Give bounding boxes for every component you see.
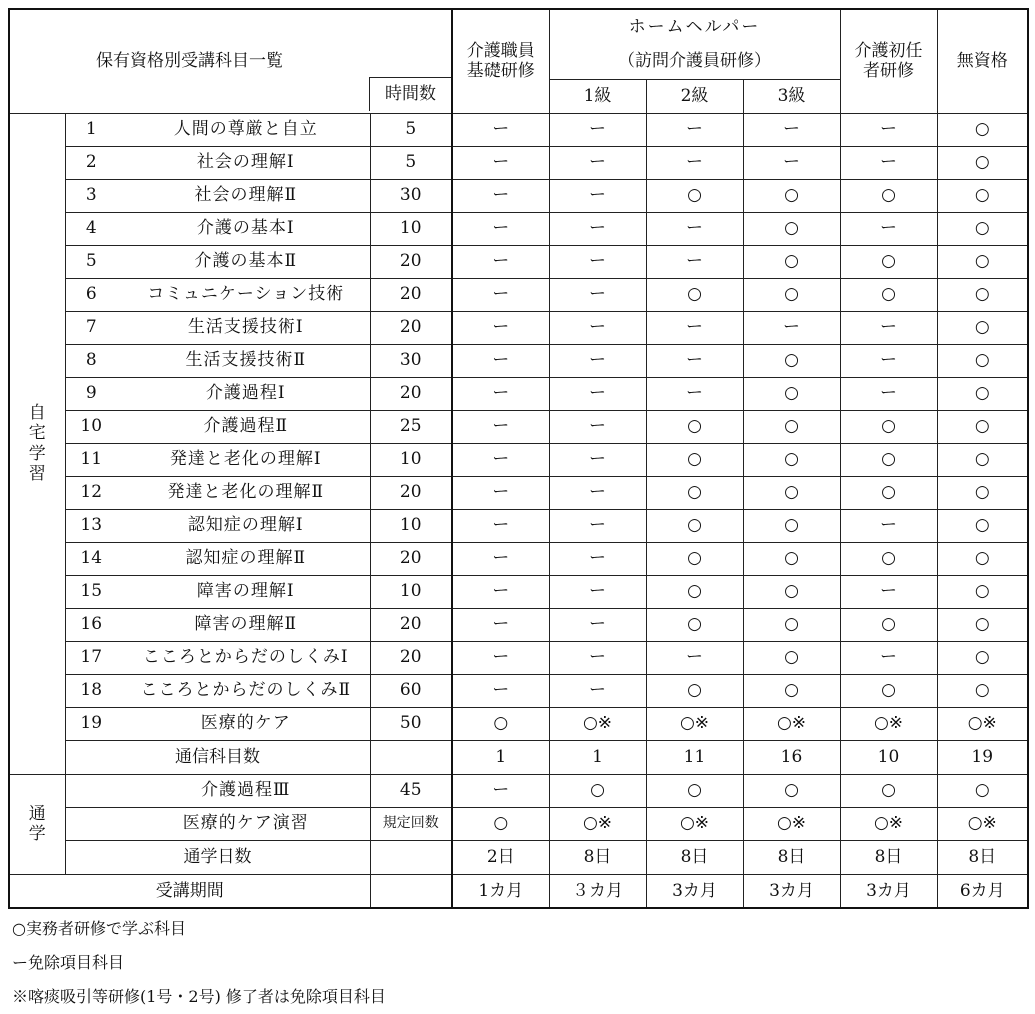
subject-mark: ○	[840, 410, 937, 443]
subject-mark: ー	[549, 146, 646, 179]
empty-cell	[370, 740, 452, 774]
subject-hours: 5	[370, 113, 452, 146]
subject-mark: ○※	[937, 707, 1028, 740]
subject-mark: ー	[452, 377, 549, 410]
subject-number: 16	[65, 608, 120, 641]
subject-name: 障害の理解Ⅱ	[120, 608, 370, 641]
period-value: 3カ月	[646, 874, 743, 908]
subject-mark: ○	[840, 443, 937, 476]
commute-subject-name: 介護過程Ⅲ	[120, 774, 370, 807]
subject-mark: ○	[646, 575, 743, 608]
commute-mark: ○	[937, 774, 1028, 807]
subject-number: 8	[65, 344, 120, 377]
subject-mark: ー	[452, 410, 549, 443]
subject-mark: ○	[937, 443, 1028, 476]
table-row	[9, 509, 1028, 542]
subject-mark: ー	[452, 608, 549, 641]
subject-mark: ー	[840, 113, 937, 146]
subject-number: 6	[65, 278, 120, 311]
subject-number: 3	[65, 179, 120, 212]
table-row	[9, 707, 1028, 740]
subject-mark: ○	[743, 575, 840, 608]
subject-number: 2	[65, 146, 120, 179]
subject-mark: ー	[646, 245, 743, 278]
note-asterisk: ※喀痰吸引等研修(1号・2号) 修了者は免除項目科目	[12, 987, 386, 1006]
correspondence-count-value: 11	[646, 740, 743, 774]
subject-mark: ー	[840, 344, 937, 377]
commute-days-value: 8日	[840, 840, 937, 874]
empty-cell	[65, 807, 120, 840]
subject-mark: ○	[937, 245, 1028, 278]
correspondence-count-value: 16	[743, 740, 840, 774]
subject-mark: ー	[646, 212, 743, 245]
subject-name: 認知症の理解Ⅰ	[120, 509, 370, 542]
table-row	[9, 245, 1028, 278]
table-row	[9, 179, 1028, 212]
subject-hours: 10	[370, 575, 452, 608]
subject-mark: ○	[937, 575, 1028, 608]
notes	[12, 912, 386, 1014]
subject-mark: ○	[840, 542, 937, 575]
subject-mark: ー	[452, 344, 549, 377]
subject-mark: ○	[646, 509, 743, 542]
header-grade1: 1級	[549, 79, 646, 113]
subject-mark: ー	[840, 575, 937, 608]
subject-hours: 20	[370, 608, 452, 641]
subject-mark: ー	[549, 113, 646, 146]
subject-name: 介護の基本Ⅱ	[120, 245, 370, 278]
subject-number: 1	[65, 113, 120, 146]
table-row	[9, 476, 1028, 509]
section-char: 学	[28, 443, 46, 464]
period-value: 3カ月	[840, 874, 937, 908]
subject-mark: ー	[646, 377, 743, 410]
subject-mark: ー	[549, 377, 646, 410]
subject-mark: ー	[549, 542, 646, 575]
subject-hours: 10	[370, 443, 452, 476]
subject-mark: ○	[937, 278, 1028, 311]
subject-hours: 20	[370, 245, 452, 278]
period-value: ３カ月	[549, 874, 646, 908]
subject-mark: ー	[452, 245, 549, 278]
subject-mark: ○	[840, 476, 937, 509]
subject-mark: ー	[452, 575, 549, 608]
subject-mark: ○	[743, 641, 840, 674]
subject-mark: ○	[743, 542, 840, 575]
subject-mark: ー	[549, 575, 646, 608]
subject-mark: ○	[743, 443, 840, 476]
subject-number: 10	[65, 410, 120, 443]
subject-hours: 10	[370, 509, 452, 542]
subject-mark: ー	[549, 674, 646, 707]
subject-mark: ○	[743, 344, 840, 377]
subject-mark: ー	[452, 212, 549, 245]
period-value: 3カ月	[743, 874, 840, 908]
subject-number: 17	[65, 641, 120, 674]
subject-mark: ○	[937, 674, 1028, 707]
subject-mark: ー	[549, 311, 646, 344]
commute-subject-name: 医療的ケア演習	[120, 807, 370, 840]
subject-hours: 30	[370, 344, 452, 377]
subject-name: 社会の理解Ⅰ	[120, 146, 370, 179]
subject-mark: ○	[452, 707, 549, 740]
subject-mark: ○	[646, 476, 743, 509]
header-grade3: 3級	[743, 79, 840, 113]
subject-mark: ○	[937, 212, 1028, 245]
table-row	[9, 212, 1028, 245]
subject-mark: ○	[743, 608, 840, 641]
subject-mark: ○	[743, 509, 840, 542]
subject-mark: ○	[743, 476, 840, 509]
subject-mark: ー	[549, 641, 646, 674]
subject-name: こころとからだのしくみⅠ	[120, 641, 370, 674]
commute-days-value: 8日	[646, 840, 743, 874]
section-char: 通	[28, 803, 46, 824]
subject-hours: 30	[370, 179, 452, 212]
subject-mark: ー	[840, 212, 937, 245]
subject-name: 障害の理解Ⅰ	[120, 575, 370, 608]
section-home-study	[9, 113, 65, 774]
subject-mark: ○	[937, 146, 1028, 179]
commute-mark: ○	[549, 774, 646, 807]
subject-name: 生活支援技術Ⅱ	[120, 344, 370, 377]
table-row	[9, 278, 1028, 311]
commute-days-value: 8日	[743, 840, 840, 874]
subject-number: 18	[65, 674, 120, 707]
subject-mark: ー	[452, 476, 549, 509]
subject-mark: ー	[549, 212, 646, 245]
subject-mark: ー	[743, 113, 840, 146]
subject-mark: ー	[452, 311, 549, 344]
subject-mark: ー	[840, 641, 937, 674]
subject-mark: ○	[937, 113, 1028, 146]
commute-mark: ー	[452, 774, 549, 807]
correspondence-count-label: 通信科目数	[65, 740, 370, 774]
subject-name: 介護過程Ⅱ	[120, 410, 370, 443]
subject-mark: ー	[549, 410, 646, 443]
subject-mark: ー	[549, 344, 646, 377]
subject-number: 14	[65, 542, 120, 575]
subject-name: 人間の尊厳と自立	[120, 113, 370, 146]
subject-mark: ー	[646, 344, 743, 377]
subject-mark: ー	[452, 113, 549, 146]
subject-mark: ー	[743, 311, 840, 344]
table-title: 保有資格別受講科目一覧 時間数	[9, 9, 452, 113]
commute-mark: ○※	[937, 807, 1028, 840]
subject-number: 7	[65, 311, 120, 344]
subject-mark: ○	[743, 410, 840, 443]
subject-mark: ー	[549, 608, 646, 641]
subject-mark: ○	[743, 674, 840, 707]
section-char: 宅	[28, 423, 46, 444]
subjects-table	[8, 8, 1029, 909]
subject-hours: 60	[370, 674, 452, 707]
table-row	[9, 674, 1028, 707]
subject-mark: ○	[937, 476, 1028, 509]
subject-name: 社会の理解Ⅱ	[120, 179, 370, 212]
subject-name: 発達と老化の理解Ⅱ	[120, 476, 370, 509]
subject-name: こころとからだのしくみⅡ	[120, 674, 370, 707]
subject-hours: 10	[370, 212, 452, 245]
note-dash: ー免除項目科目	[12, 953, 125, 972]
subject-mark: ○	[937, 641, 1028, 674]
subject-mark: ー	[840, 311, 937, 344]
subject-name: コミュニケーション技術	[120, 278, 370, 311]
subject-mark: ー	[549, 179, 646, 212]
subject-mark: ○※	[743, 707, 840, 740]
section-commute	[9, 774, 65, 874]
table-row	[9, 146, 1028, 179]
section-char: 自	[28, 402, 46, 423]
correspondence-count-value: 19	[937, 740, 1028, 774]
subject-hours: 50	[370, 707, 452, 740]
subject-mark: ○	[937, 608, 1028, 641]
correspondence-count-value: 1	[549, 740, 646, 774]
empty-cell	[65, 774, 120, 807]
subject-mark: ○	[743, 245, 840, 278]
table-row	[9, 774, 1028, 807]
subject-mark: ○	[937, 377, 1028, 410]
subject-mark: ○	[646, 410, 743, 443]
table-row	[9, 575, 1028, 608]
subject-mark: ○※	[646, 707, 743, 740]
subject-mark: ー	[452, 146, 549, 179]
table-row	[9, 377, 1028, 410]
subject-mark: ー	[549, 278, 646, 311]
subject-mark: ○	[646, 674, 743, 707]
subject-mark: ○	[646, 443, 743, 476]
subject-number: 4	[65, 212, 120, 245]
subject-mark: ー	[452, 443, 549, 476]
section-char: 学	[28, 824, 46, 844]
hours-header: 時間数	[369, 77, 451, 111]
subject-mark: ○	[646, 278, 743, 311]
subject-mark: ○	[646, 542, 743, 575]
commute-days-row	[9, 840, 1028, 874]
commute-mark: ○※	[840, 807, 937, 840]
subject-hours: 20	[370, 278, 452, 311]
commute-days-label: 通学日数	[65, 840, 370, 874]
subject-mark: ー	[646, 311, 743, 344]
subject-name: 生活支援技術Ⅰ	[120, 311, 370, 344]
subject-mark: ○	[743, 212, 840, 245]
subject-mark: ○	[743, 179, 840, 212]
table-row	[9, 443, 1028, 476]
subject-mark: ー	[452, 641, 549, 674]
note-circle: ○実務者研修で学ぶ科目	[12, 919, 186, 938]
commute-subject-hours: 規定回数	[370, 807, 452, 840]
subject-number: 12	[65, 476, 120, 509]
subject-number: 9	[65, 377, 120, 410]
empty-cell	[370, 840, 452, 874]
table-row	[9, 410, 1028, 443]
subject-mark: ○	[840, 179, 937, 212]
subject-mark: ○	[937, 311, 1028, 344]
commute-mark: ○※	[743, 807, 840, 840]
subject-mark: ○	[840, 245, 937, 278]
subject-mark: ー	[646, 641, 743, 674]
subject-name: 医療的ケア	[120, 707, 370, 740]
table-row	[9, 542, 1028, 575]
header-shonin: 介護初任 者研修	[840, 9, 937, 113]
header-homehelper: ホームヘルパー （訪問介護員研修）	[549, 9, 840, 79]
commute-days-value: 8日	[937, 840, 1028, 874]
subject-name: 発達と老化の理解Ⅰ	[120, 443, 370, 476]
section-char: 習	[28, 463, 46, 484]
subject-hours: 25	[370, 410, 452, 443]
subject-name: 介護の基本Ⅰ	[120, 212, 370, 245]
subject-number: 13	[65, 509, 120, 542]
subject-name: 介護過程Ⅰ	[120, 377, 370, 410]
subject-mark: ー	[549, 476, 646, 509]
subject-mark: ー	[549, 245, 646, 278]
subject-mark: ー	[452, 674, 549, 707]
subject-mark: ○	[840, 608, 937, 641]
subject-number: 15	[65, 575, 120, 608]
subject-mark: ー	[549, 443, 646, 476]
subject-mark: ー	[743, 146, 840, 179]
correspondence-count-value: 10	[840, 740, 937, 774]
subject-mark: ー	[646, 113, 743, 146]
period-value: 1カ月	[452, 874, 549, 908]
table-row	[9, 641, 1028, 674]
table-row	[9, 311, 1028, 344]
subject-mark: ー	[452, 278, 549, 311]
subject-mark: ○	[840, 674, 937, 707]
subject-mark: ー	[646, 146, 743, 179]
commute-mark: ○	[452, 807, 549, 840]
subject-mark: ○	[646, 608, 743, 641]
subject-hours: 20	[370, 641, 452, 674]
subject-mark: ー	[452, 509, 549, 542]
header-mushikaku: 無資格	[937, 9, 1028, 113]
subject-mark: ○	[743, 377, 840, 410]
commute-subject-hours: 45	[370, 774, 452, 807]
subject-mark: ○※	[549, 707, 646, 740]
commute-mark: ○※	[646, 807, 743, 840]
period-row	[9, 874, 1028, 908]
header-kaigo-kiso: 介護職員 基礎研修	[452, 9, 549, 113]
subject-hours: 20	[370, 377, 452, 410]
table-row	[9, 344, 1028, 377]
empty-cell	[370, 874, 452, 908]
subject-mark: ○	[743, 278, 840, 311]
subject-mark: ○	[937, 509, 1028, 542]
subject-mark: ○※	[840, 707, 937, 740]
subject-number: 5	[65, 245, 120, 278]
subject-mark: ○	[646, 179, 743, 212]
subject-mark: ー	[452, 179, 549, 212]
subject-mark: ー	[840, 509, 937, 542]
subject-mark: ○	[937, 410, 1028, 443]
header-grade2: 2級	[646, 79, 743, 113]
subject-name: 認知症の理解Ⅱ	[120, 542, 370, 575]
table-row	[9, 608, 1028, 641]
period-label: 受講期間	[9, 874, 370, 908]
subject-mark: ー	[549, 509, 646, 542]
table-row	[9, 113, 1028, 146]
correspondence-count-value: 1	[452, 740, 549, 774]
subject-mark: ○	[937, 542, 1028, 575]
commute-days-value: 2日	[452, 840, 549, 874]
commute-days-value: 8日	[549, 840, 646, 874]
period-value: 6カ月	[937, 874, 1028, 908]
subject-mark: ー	[840, 377, 937, 410]
subject-number: 19	[65, 707, 120, 740]
table-row	[9, 807, 1028, 840]
subject-mark: ○	[937, 179, 1028, 212]
subject-mark: ー	[452, 542, 549, 575]
commute-mark: ○※	[549, 807, 646, 840]
subject-hours: 20	[370, 311, 452, 344]
commute-mark: ○	[646, 774, 743, 807]
subject-number: 11	[65, 443, 120, 476]
correspondence-count-row	[9, 740, 1028, 774]
subject-mark: ○	[937, 344, 1028, 377]
subject-mark: ○	[840, 278, 937, 311]
subject-hours: 20	[370, 476, 452, 509]
subject-mark: ー	[840, 146, 937, 179]
subject-hours: 5	[370, 146, 452, 179]
commute-mark: ○	[840, 774, 937, 807]
commute-mark: ○	[743, 774, 840, 807]
subject-hours: 20	[370, 542, 452, 575]
